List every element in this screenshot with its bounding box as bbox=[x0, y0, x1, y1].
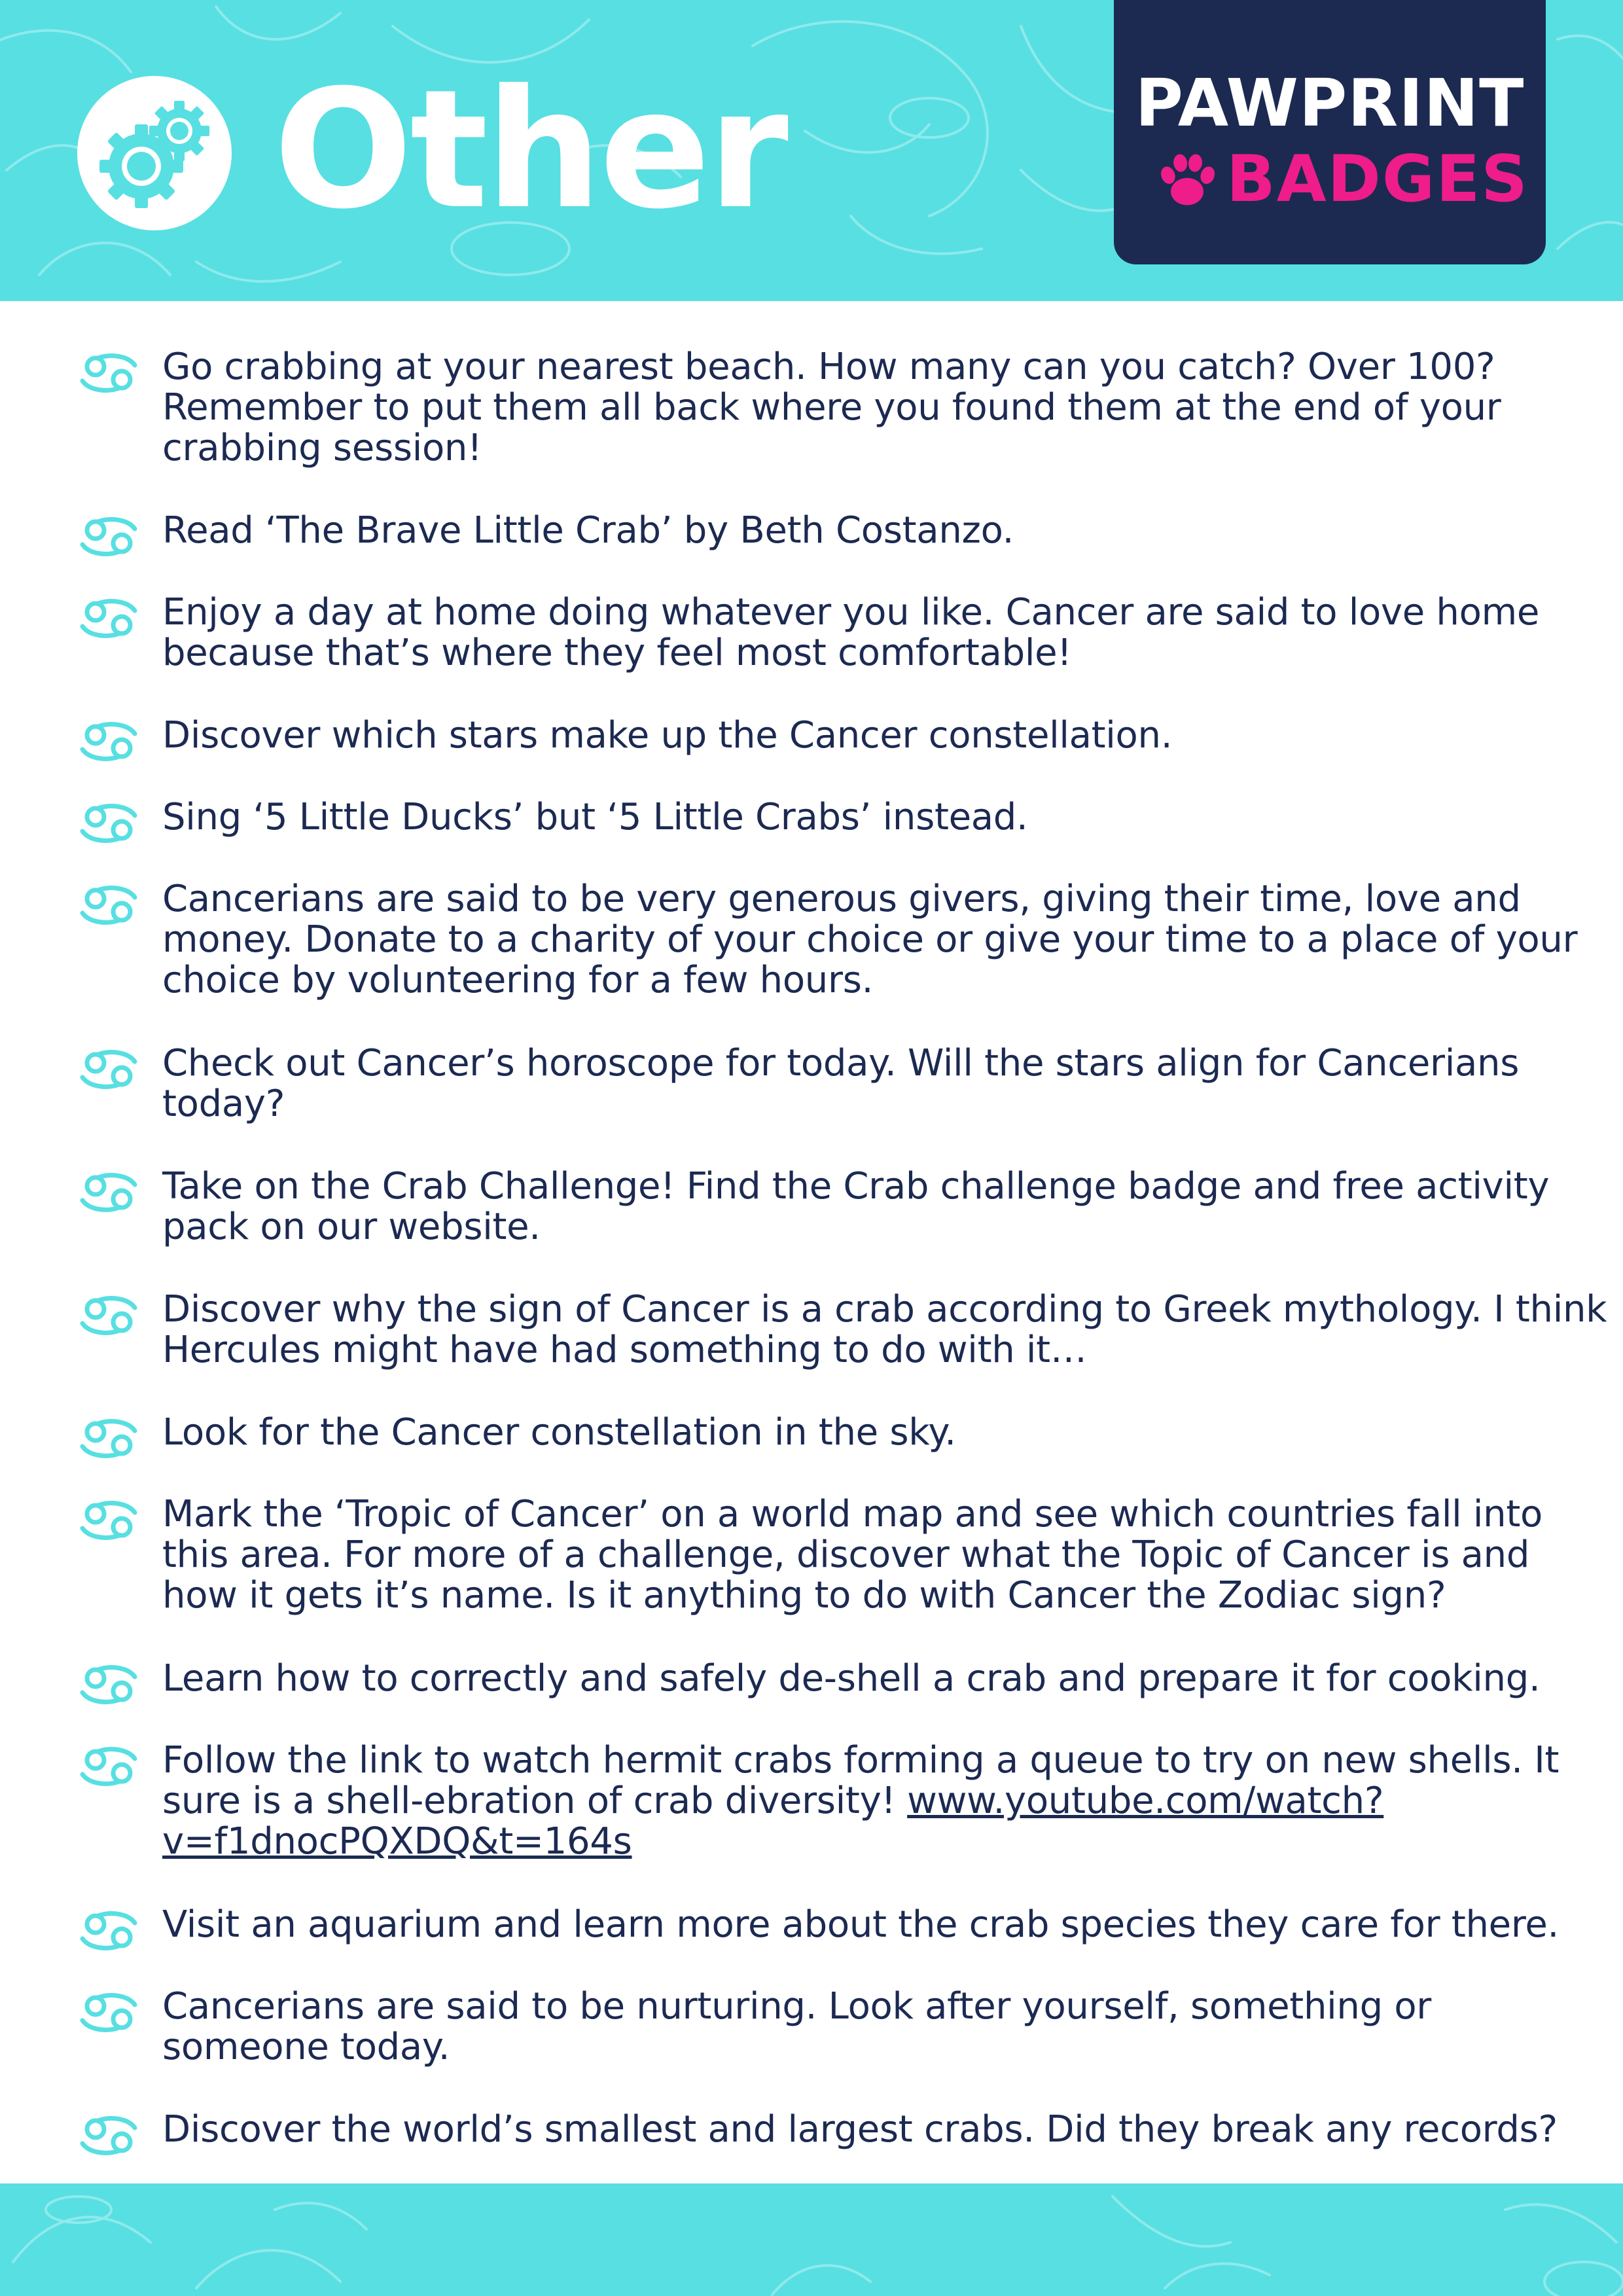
pawprint-badges-logo bbox=[1114, 0, 1546, 264]
list-item-label: Discover why the sign of Cancer is a crab according to Greek mythology. I think Hercules might have had something to do with it… bbox=[162, 1288, 1607, 1371]
list-item-text bbox=[162, 1289, 1609, 1371]
logo-badges-text: BADGES bbox=[1226, 142, 1529, 217]
list-item-label: Cancerians are said to be nurturing. Look after yourself, something or someone today. bbox=[162, 1985, 1432, 2068]
list-item-label: Read ‘The Brave Little Crab’ by Beth Costanzo. bbox=[162, 509, 1014, 552]
list-item-text bbox=[162, 1494, 1609, 1616]
list-item-label: Go crabbing at your nearest beach. How many can you catch? Over 100? Remember to put them all back where you found them at the end of your crabbing session! bbox=[162, 346, 1501, 469]
list-item-label: Enjoy a day at home doing whatever you like. Cancer are said to love home because that’s where they feel most comfortable! bbox=[162, 591, 1539, 674]
list-item-text bbox=[162, 347, 1609, 469]
cancer-zodiac-icon bbox=[79, 2115, 139, 2157]
list-item-text bbox=[162, 1659, 1609, 1699]
list-item-text bbox=[162, 1043, 1609, 1124]
cancer-zodiac-icon bbox=[79, 802, 139, 844]
list-item-label: Follow the link to watch hermit crabs forming a queue to try on new shells. It sure is a shell-ebration of crab diversity! bbox=[162, 1739, 1560, 1822]
paw-icon bbox=[1153, 145, 1221, 213]
crab-pattern-background bbox=[0, 2183, 1623, 2296]
list-item-text bbox=[162, 592, 1609, 673]
logo-line-badges bbox=[1153, 140, 1529, 219]
list-item-text bbox=[162, 1740, 1609, 1862]
cancer-zodiac-icon bbox=[79, 1992, 139, 2034]
cancer-zodiac-icon bbox=[79, 352, 139, 394]
list-item-label: Discover the world’s smallest and largest crabs. Did they break any records? bbox=[162, 2108, 1558, 2151]
list-item-label: Visit an aquarium and learn more about the crab species they care for there. bbox=[162, 1903, 1559, 1946]
list-item-text bbox=[162, 1986, 1609, 2068]
list-item-text bbox=[162, 2109, 1609, 2150]
cancer-zodiac-icon bbox=[79, 1049, 139, 1090]
cancer-zodiac-icon bbox=[79, 1499, 139, 1541]
list-item-label: Mark the ‘Tropic of Cancer’ on a world map and see which countries fall into this area. For more of a challenge, discover what the Topic of Cancer is and how it gets it’s name. Is it anything to do with Cancer the Zodiac sign? bbox=[162, 1493, 1543, 1617]
list-item-label: Cancerians are said to be very generous givers, giving their time, love and money. Donate to a charity of your choice or give your time to a place of your choice by volunteering for a few hours. bbox=[162, 878, 1578, 1001]
list-item-text bbox=[162, 1905, 1609, 1945]
list-item-label: Discover which stars make up the Cancer constellation. bbox=[162, 714, 1173, 757]
youtube-link[interactable]: www.youtube.com/watch?v=f1dnocPQXDQ&t=164s bbox=[162, 1780, 1384, 1863]
cancer-zodiac-icon bbox=[79, 598, 139, 639]
list-item-label: Sing ‘5 Little Ducks’ but ‘5 Little Crabs’ instead. bbox=[162, 796, 1028, 838]
cancer-zodiac-icon bbox=[79, 516, 139, 558]
cancer-zodiac-icon bbox=[79, 721, 139, 762]
cancer-zodiac-icon bbox=[79, 1746, 139, 1787]
page-title: Other bbox=[274, 54, 786, 245]
list-item-label: Learn how to correctly and safely de-shell a crab and prepare it for cooking. bbox=[162, 1657, 1541, 1700]
logo-line-pawprint: PAWPRINT bbox=[1135, 65, 1525, 141]
cancer-zodiac-icon bbox=[79, 884, 139, 926]
list-item-text bbox=[162, 511, 1609, 551]
list-item-text bbox=[162, 1412, 1609, 1453]
cancer-zodiac-icon bbox=[79, 1172, 139, 1213]
list-item-text bbox=[162, 879, 1609, 1001]
cancer-zodiac-icon bbox=[79, 1418, 139, 1460]
gears-icon bbox=[77, 76, 232, 230]
list-item-label: Look for the Cancer constellation in the sky. bbox=[162, 1411, 956, 1454]
cancer-zodiac-icon bbox=[79, 1664, 139, 1706]
list-item-label: Check out Cancer’s horoscope for today. Will the stars align for Cancerians today? bbox=[162, 1042, 1520, 1125]
cancer-zodiac-icon bbox=[79, 1295, 139, 1336]
list-item-text bbox=[162, 797, 1609, 838]
list-item-label: Take on the Crab Challenge! Find the Crab challenge badge and free activity pack on our website. bbox=[162, 1165, 1550, 1248]
list-item-text bbox=[162, 1166, 1609, 1247]
header-banner bbox=[0, 0, 1623, 301]
footer-banner bbox=[0, 2183, 1623, 2296]
list-item-text bbox=[162, 715, 1609, 756]
cancer-zodiac-icon bbox=[79, 1910, 139, 1952]
